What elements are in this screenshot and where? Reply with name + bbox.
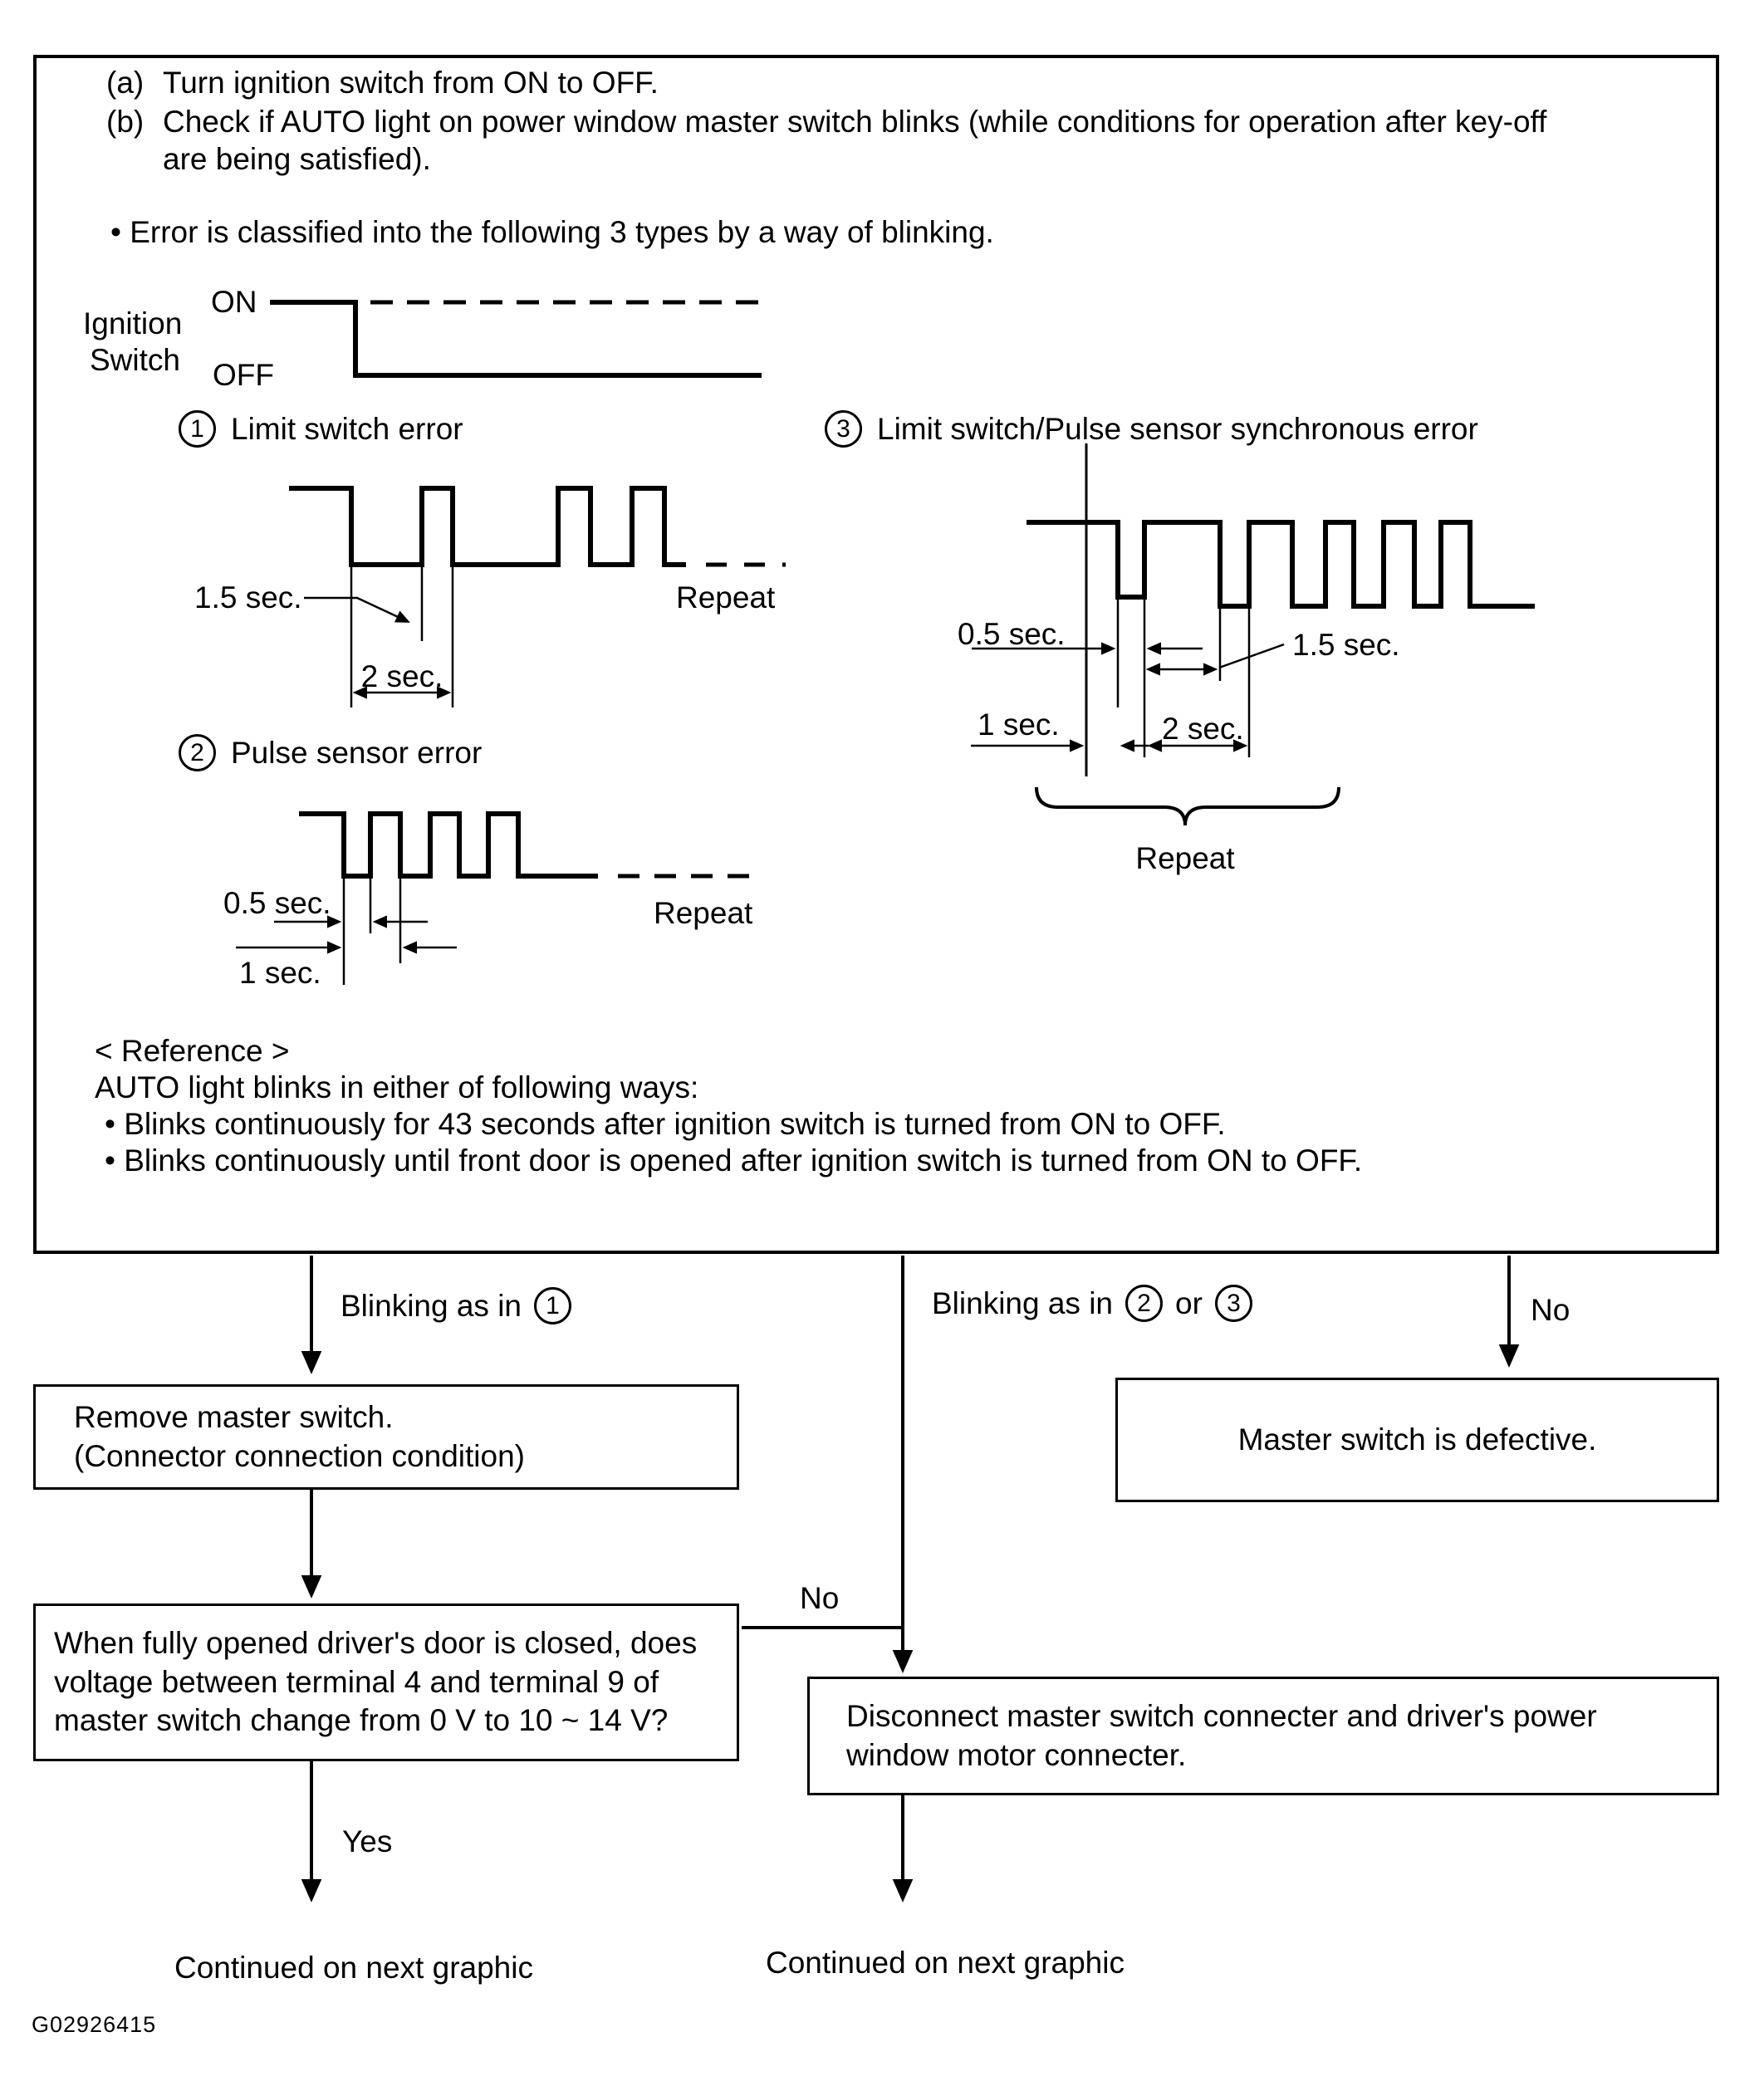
disconnect-line2: window motor connecter. xyxy=(846,1737,1187,1772)
step-b-text-line1: Check if AUTO light on power window master switch blinks (while conditions for operation after key-off xyxy=(163,105,1547,139)
voltage-check-box xyxy=(33,1604,739,1761)
error1-time-2: 2 sec. xyxy=(360,659,443,693)
branch2-or: or xyxy=(1175,1285,1203,1320)
continued-left: Continued on next graphic xyxy=(174,1951,533,1985)
step-b-text-line2: are being satisfied). xyxy=(163,142,431,176)
branch3-no-label: No xyxy=(1531,1293,1570,1327)
voltage-line3: master switch change from 0 V to 10 ~ 14 V? xyxy=(54,1703,669,1738)
circle-number-1-icon: 1 xyxy=(179,410,216,448)
voltage-line2: voltage between terminal 4 and terminal 9 of xyxy=(54,1664,659,1699)
error3-title: Limit switch/Pulse sensor synchronous error xyxy=(877,411,1478,446)
ignition-on-label: ON xyxy=(211,285,257,319)
continued-mid: Continued on next graphic xyxy=(766,1946,1125,1980)
voltage-line1: When fully opened driver's door is closed, does xyxy=(54,1626,698,1661)
master-switch-defective-box xyxy=(1115,1378,1719,1502)
reference-heading: < Reference > xyxy=(95,1034,290,1068)
error3-time-1: 1 sec. xyxy=(978,708,1060,742)
step-a-text: Turn ignition switch from ON to OFF. xyxy=(163,66,659,100)
error1-repeat: Repeat xyxy=(676,580,776,614)
figure-id: G02926415 xyxy=(32,2012,157,2037)
error2-heading xyxy=(179,734,482,771)
disconnect-line1: Disconnect master switch connecter and driver's power xyxy=(846,1698,1597,1733)
ignition-label-line2: Switch xyxy=(90,343,180,377)
reference-bullet1: • Blinks continuously for 43 seconds after ignition switch is turned from ON to OFF. xyxy=(105,1107,1226,1141)
error3-time-0-5: 0.5 sec. xyxy=(958,617,1066,651)
reference-bullet2: • Blinks continuously until front door is opened after ignition switch is turned from ON to OFF. xyxy=(105,1143,1363,1178)
yes-label: Yes xyxy=(342,1824,393,1858)
error1-time-1-5: 1.5 sec. xyxy=(194,580,302,614)
no-label: No xyxy=(800,1581,840,1615)
remove-line2: (Connector connection condition) xyxy=(74,1438,525,1473)
error2-repeat: Repeat xyxy=(654,896,753,930)
error1-heading xyxy=(179,410,463,448)
error2-time-0-5: 0.5 sec. xyxy=(223,886,331,920)
ignition-label-line1: Ignition xyxy=(83,306,183,340)
step-a-label: (a) xyxy=(106,66,145,100)
remove-line1: Remove master switch. xyxy=(74,1399,394,1434)
circle-number-2-icon: 2 xyxy=(179,734,216,771)
remove-master-switch-box xyxy=(33,1384,739,1490)
error2-title: Pulse sensor error xyxy=(231,735,483,770)
step-b-label: (b) xyxy=(106,105,145,139)
error3-time-1-5: 1.5 sec. xyxy=(1292,628,1400,662)
defective-text: Master switch is defective. xyxy=(1237,1422,1597,1457)
error3-heading xyxy=(825,410,1478,448)
error3-time-2: 2 sec. xyxy=(1162,712,1244,746)
ignition-off-label: OFF xyxy=(213,358,274,392)
circle-number-2-icon: 2 xyxy=(1125,1285,1163,1322)
error1-title: Limit switch error xyxy=(231,411,463,446)
branch2-label xyxy=(932,1285,1252,1322)
circle-number-3-icon: 3 xyxy=(1215,1285,1252,1322)
repeat-brace xyxy=(1036,787,1339,825)
branch1-label xyxy=(341,1287,571,1324)
error2-time-1: 1 sec. xyxy=(239,956,321,990)
circle-number-3-icon: 3 xyxy=(825,410,862,448)
reference-intro: AUTO light blinks in either of following ways: xyxy=(95,1070,699,1104)
error-types-bullet: • Error is classified into the following 3 types by a way of blinking. xyxy=(110,215,994,249)
branch2-text: Blinking as in xyxy=(932,1285,1114,1320)
circle-number-1-icon: 1 xyxy=(534,1287,571,1324)
error3-repeat: Repeat xyxy=(1135,841,1235,875)
branch1-text: Blinking as in xyxy=(341,1288,522,1323)
ignition-switch-waveform xyxy=(270,302,764,375)
disconnect-connectors-box xyxy=(807,1677,1719,1795)
flowchart-connectors xyxy=(311,1256,1509,1897)
